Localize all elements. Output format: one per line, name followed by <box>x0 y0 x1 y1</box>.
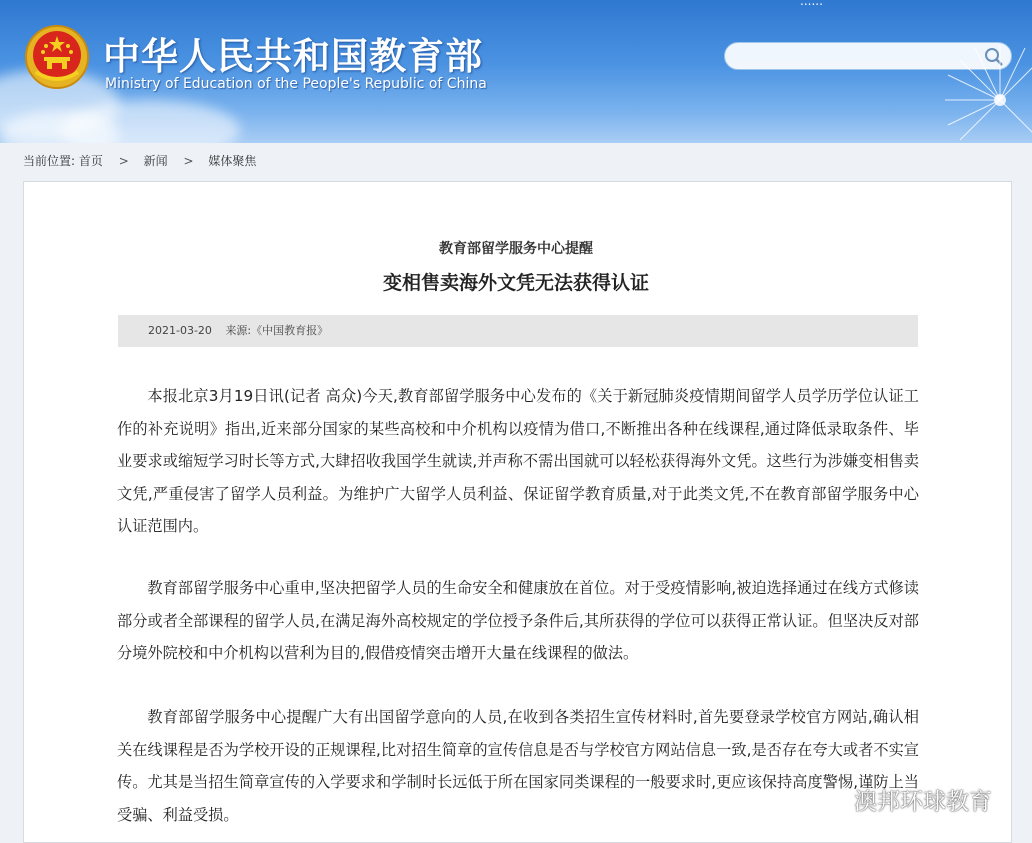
top-links[interactable]: ...... <box>800 0 823 8</box>
dandelion-decoration-icon <box>940 40 1032 143</box>
article-title: 变相售卖海外文凭无法获得认证 <box>382 272 649 294</box>
site-header <box>0 0 1032 143</box>
article-meta-bar <box>118 315 918 347</box>
article-source: 来源:《中国教育报》 <box>225 324 329 337</box>
article-paragraph: 本报北京3月19日讯(记者 高众)今天,教育部留学服务中心发布的《关于新冠肺炎疫情期间留学人员学历学位认证工作的补充说明》指出,近来部分国家的某些高校和中介机构以疫情为借口,不断推出各种在线课程,通过降低录取条件、毕业要求或缩短学习时长等方式,大肆招收我国学生就读,并声称不需出国就可以轻松获得海外文凭。这些行为涉嫌变相售卖文凭,严重侵害了留学人员利益。为维护广大留学人员利益、保证留学教育质量,对于此类文凭,不在教育部留学服务中心认证范围内。 <box>117 387 919 535</box>
breadcrumb-media[interactable]: 媒体聚焦 <box>208 154 257 168</box>
site-title[interactable]: 中华人民共和国教育部 <box>103 34 483 78</box>
chevron-right-icon: > <box>118 154 129 168</box>
article-paragraph: 教育部留学服务中心提醒广大有出国留学意向的人员,在收到各类招生宣传材料时,首先要登录学校官方网站,确认相关在线课程是否为学校开设的正规课程,比对招生简章的宣传信息是否与学校官方网站信息一致,是否存在夸大或者不实宣传。尤其是当招生简章宣传的入学要求和学制时长远低于所在国家同类课程的一般要求时,更应该保持高度警惕,谨防上当受骗、利益受损。 <box>117 708 919 824</box>
wechat-icon <box>818 791 848 815</box>
breadcrumb-news[interactable]: 新闻 <box>143 154 168 168</box>
watermark-text: 澳邦环球教育 <box>854 789 992 815</box>
site-subtitle: Ministry of Education of the People's Republic of China <box>105 76 487 92</box>
breadcrumb <box>23 152 256 169</box>
article-date: 2021-03-20 <box>148 324 212 337</box>
watermark <box>818 783 992 816</box>
breadcrumb-home[interactable]: 首页 <box>78 154 103 168</box>
chevron-right-icon: > <box>183 154 194 168</box>
national-emblem-icon[interactable] <box>24 24 90 90</box>
breadcrumb-label: 当前位置: <box>23 154 76 168</box>
article-pretitle: 教育部留学服务中心提醒 <box>439 241 593 257</box>
article-paragraph: 教育部留学服务中心重申,坚决把留学人员的生命安全和健康放在首位。对于受疫情影响,被迫选择通过在线方式修读部分或者全部课程的留学人员,在满足海外高校规定的学位授予条件后,其所获得的学位可以获得正常认证。但坚决反对部分境外院校和中介机构以营利为目的,假借疫情突击增开大量在线课程的做法。 <box>117 579 919 662</box>
